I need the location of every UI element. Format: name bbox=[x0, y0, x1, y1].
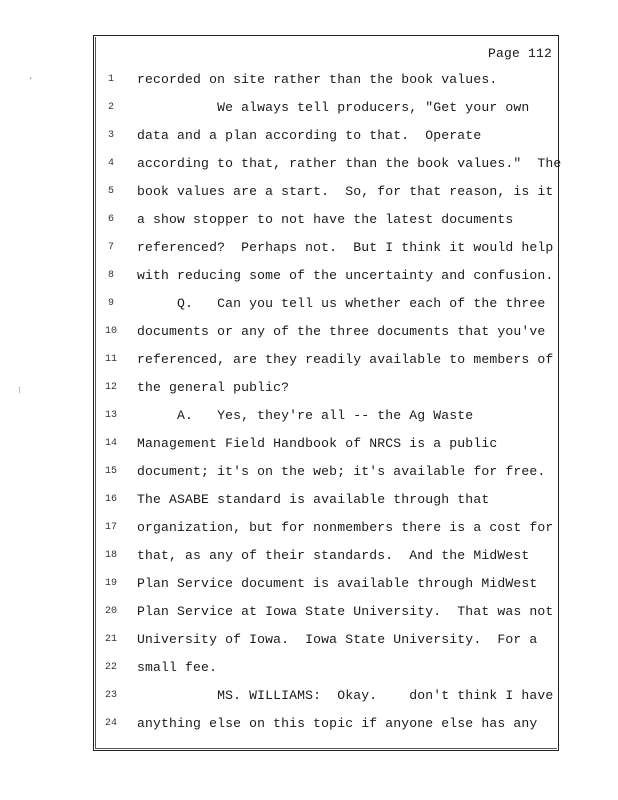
line-text: Q. Can you tell us whether each of the three bbox=[137, 296, 546, 311]
line-number: 3 bbox=[107, 130, 114, 141]
transcript-line bbox=[96, 346, 556, 374]
line-text: The ASABE standard is available through that bbox=[137, 492, 490, 507]
line-number: 2 bbox=[107, 102, 114, 113]
transcript-line bbox=[96, 598, 556, 626]
line-number: 6 bbox=[107, 214, 114, 225]
transcript-line bbox=[96, 514, 556, 542]
transcript-line bbox=[96, 458, 556, 486]
line-text: data and a plan according to that. Operate bbox=[137, 128, 482, 143]
page-number: Page 112 bbox=[487, 46, 552, 61]
line-number: 7 bbox=[107, 242, 114, 253]
line-text: MS. WILLIAMS: Okay. don't think I have bbox=[137, 688, 554, 703]
line-text: the general public? bbox=[137, 380, 290, 395]
transcript-line bbox=[96, 262, 556, 290]
transcript-line bbox=[96, 486, 556, 514]
line-text: book values are a start. So, for that reason, is it bbox=[137, 184, 554, 199]
line-text: according to that, rather than the book values." The bbox=[137, 156, 562, 171]
line-number: 1 bbox=[107, 74, 114, 85]
transcript-line bbox=[96, 402, 556, 430]
transcript-line bbox=[96, 150, 562, 178]
line-text: that, as any of their standards. And the MidWest bbox=[137, 548, 530, 563]
line-number: 23 bbox=[104, 690, 117, 701]
line-text: document; it's on the web; it's available for free. bbox=[137, 464, 546, 479]
line-text: A. Yes, they're all -- the Ag Waste bbox=[137, 408, 474, 423]
line-number: 16 bbox=[104, 494, 117, 505]
line-number: 8 bbox=[107, 270, 114, 281]
margin-mark: ⁝ bbox=[18, 386, 21, 396]
line-text: Management Field Handbook of NRCS is a public bbox=[137, 436, 498, 451]
transcript-line bbox=[96, 122, 556, 150]
line-number: 18 bbox=[104, 550, 117, 561]
line-text: We always tell producers, "Get your own bbox=[137, 100, 530, 115]
line-number: 9 bbox=[107, 298, 114, 309]
line-text: referenced? Perhaps not. But I think it would help bbox=[137, 240, 554, 255]
transcript-line bbox=[96, 290, 556, 318]
transcript-line bbox=[96, 654, 556, 682]
line-text: Plan Service document is available through MidWest bbox=[137, 576, 538, 591]
transcript-line bbox=[96, 178, 556, 206]
line-number: 11 bbox=[104, 354, 117, 365]
transcript-lines bbox=[96, 66, 562, 738]
line-text: organization, but for nonmembers there is a cost for bbox=[137, 520, 554, 535]
line-number: 13 bbox=[104, 410, 117, 421]
line-text: Plan Service at Iowa State University. That was not bbox=[137, 604, 554, 619]
transcript-line bbox=[96, 318, 556, 346]
line-text: documents or any of the three documents that you've bbox=[137, 324, 546, 339]
line-text: University of Iowa. Iowa State University. For a bbox=[137, 632, 538, 647]
line-text: referenced, are they readily available to members of bbox=[137, 352, 554, 367]
line-text: a show stopper to not have the latest documents bbox=[137, 212, 514, 227]
transcript-line bbox=[96, 710, 556, 738]
line-number: 10 bbox=[104, 326, 117, 337]
line-number: 21 bbox=[104, 634, 117, 645]
line-number: 14 bbox=[104, 438, 117, 449]
transcript-line bbox=[96, 430, 556, 458]
scan-speck: · bbox=[28, 74, 34, 84]
line-text: recorded on site rather than the book values. bbox=[137, 72, 498, 87]
transcript-line bbox=[96, 682, 556, 710]
transcript-line bbox=[96, 542, 556, 570]
transcript-line bbox=[96, 626, 556, 654]
line-number: 19 bbox=[104, 578, 117, 589]
line-text: small fee. bbox=[137, 660, 218, 675]
line-text: with reducing some of the uncertainty and confusion. bbox=[137, 268, 554, 283]
transcript-line bbox=[96, 234, 556, 262]
line-number: 17 bbox=[104, 522, 117, 533]
transcript-line bbox=[96, 94, 556, 122]
transcript-line bbox=[96, 570, 556, 598]
line-text: anything else on this topic if anyone else has any bbox=[137, 716, 538, 731]
transcript-line bbox=[96, 66, 556, 94]
line-number: 5 bbox=[107, 186, 114, 197]
line-number: 4 bbox=[107, 158, 114, 169]
line-number: 15 bbox=[104, 466, 117, 477]
transcript-line bbox=[96, 374, 556, 402]
line-number: 20 bbox=[104, 606, 117, 617]
transcript-line bbox=[96, 206, 556, 234]
line-number: 22 bbox=[104, 662, 117, 673]
line-number: 24 bbox=[104, 718, 117, 729]
line-number: 12 bbox=[104, 382, 117, 393]
